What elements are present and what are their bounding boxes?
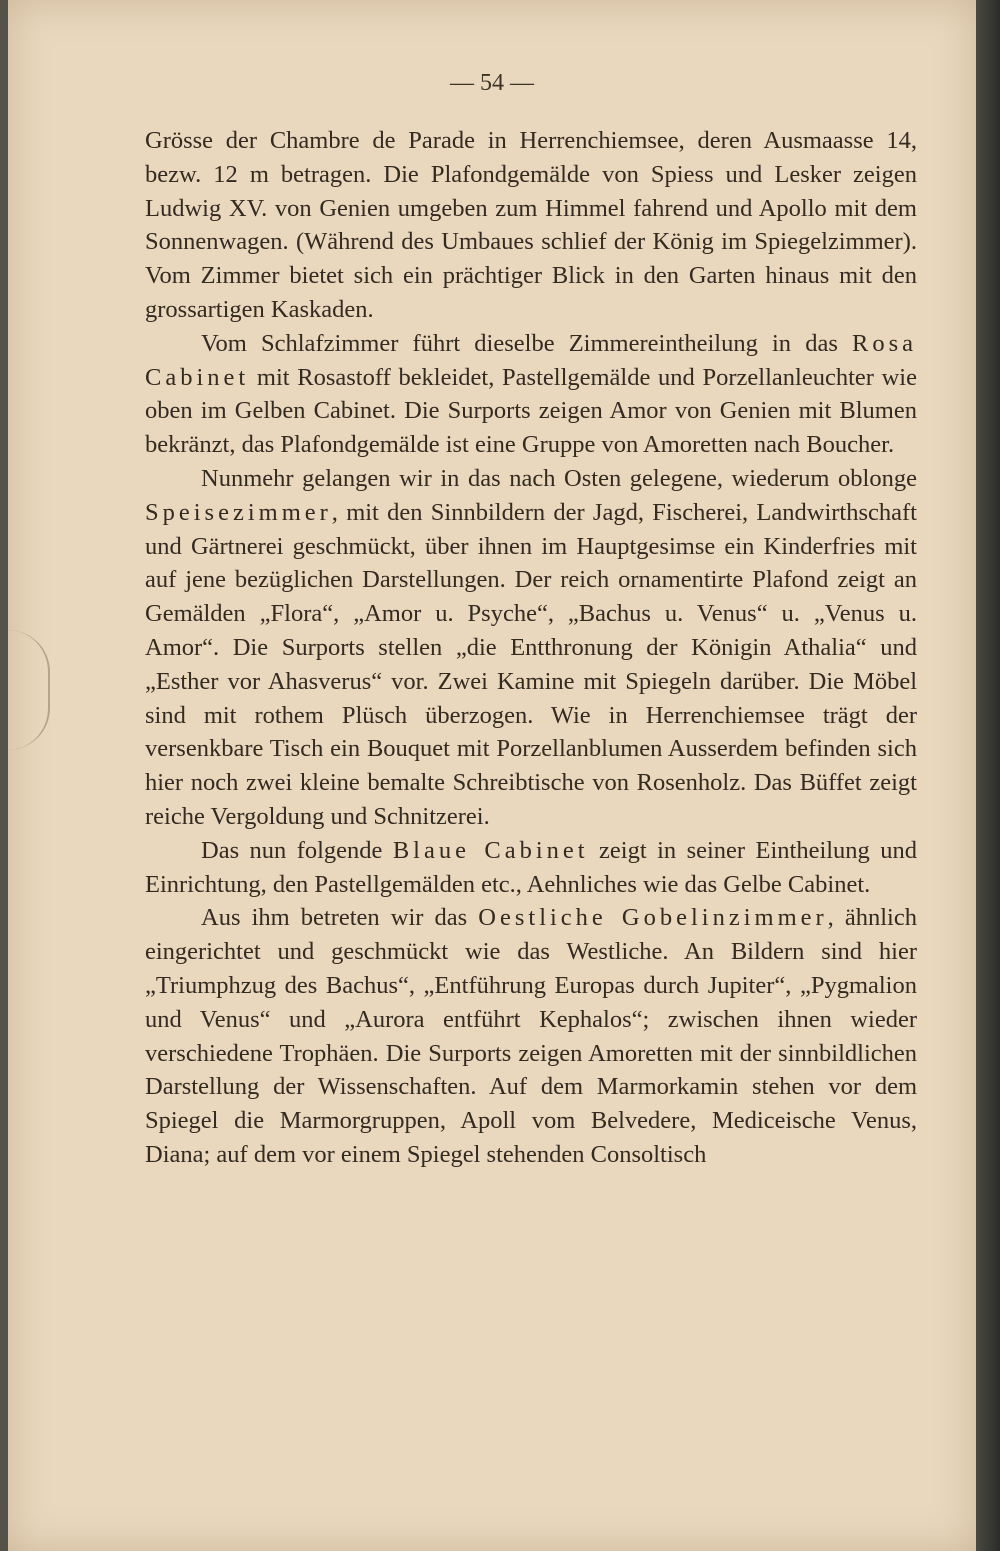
text-segment: zeigt in seiner Eintheilung und Einrichtung, den Pastellgemälden etc., Aehnliches wie das Gelbe Cabinet. [145,836,917,898]
text-segment: Vom Schlafzimmer führt dieselbe Zimmereintheilung in das [201,329,852,357]
emphasized-room-name: Blaue Cabinet [392,836,589,864]
emphasized-room-name: Speisezimmer [145,498,332,526]
text-segment: , ähnlich eingerichtet und geschmückt wie das Westliche. An Bildern sind hier „Triumphzug des Bachus“, „Entführung Europas durch Jupiter“, „Pygmalion und Venus“ und „Aurora entführt Kephalos“; zwischen ihnen wieder verschiedene Trophäen. Die Surports zeigen Amoretten mit der sinnbildlichen Darstellung der Wissenschaften. Auf dem Marmorkamin stehen vor dem Spiegel die Marmorgruppen, Apoll vom Belvedere, Mediceische Venus, Diana; auf dem vor einem Spiegel stehenden Consoltisch [145,904,917,1168]
emphasized-room-name: Rosa Cabinet [145,329,917,391]
text-segment: mit Rosastoff bekleidet, Pastellgemälde und Porzellanleuchter wie oben im Gelben Cabinet. Die Surports zeigen Amor von Genien mit Blumen bekränzt, das Plafondgemälde ist eine Gruppe von Amoretten nach Boucher. [145,363,917,459]
book-binding [0,0,8,1551]
page-edge [976,0,1000,1551]
body-text [145,124,917,1172]
text-segment: Grösse der Chambre de Parade in Herrenchiemsee, deren Ausmaasse 14, bezw. 12 m betragen. Die Plafondgemälde von Spiess und Lesker zeigen Ludwig XV. von Genien umgeben zum Himmel fahrend und Apollo mit dem Sonnenwagen. (Während des Umbaues schlief der König im Spiegelzimmer). Vom Zimmer bietet sich ein prächtiger Blick in den Garten hinaus mit den grossartigen Kaskaden. [145,127,917,323]
paragraph [145,124,917,327]
paragraph [145,901,917,1171]
emphasized-room-name: Oestliche Gobelinzimmer [478,904,828,932]
paragraph [145,834,917,902]
page-number: — 54 — [450,70,534,96]
text-segment: Nunmehr gelangen wir in das nach Osten gelegene, wiederum oblonge [201,464,917,492]
text-segment: Aus ihm betreten wir das [201,904,479,932]
text-segment: Das nun folgende [201,836,393,864]
paragraph [145,327,917,462]
page-stain [8,630,50,750]
text-segment: , mit den Sinnbildern der Jagd, Fischerei, Landwirthschaft und Gärtnerei geschmückt, über ihnen im Hauptgesimse ein Kinderfries mit auf jene bezüglichen Darstellungen. Der reich ornamentirte Plafond zeigt an Gemälden „Flora“, „Amor u. Psyche“, „Bachus u. Venus“ u. „Venus u. Amor“. Die Surports stellen „die Entthronung der Königin Athalia“ und „Esther vor Ahasverus“ vor. Zwei Kamine mit Spiegeln darüber. Die Möbel sind mit rothem Plüsch überzogen. Wie in Herrenchiemsee trägt der versenkbare Tisch ein Bouquet mit Porzellanblumen Ausserdem befinden sich hier noch zwei kleine bemalte Schreibtische von Rosenholz. Das Büffet zeigt reiche Vergoldung und Schnitzerei. [145,498,917,830]
book-page [8,0,976,1551]
paragraph [145,462,917,834]
